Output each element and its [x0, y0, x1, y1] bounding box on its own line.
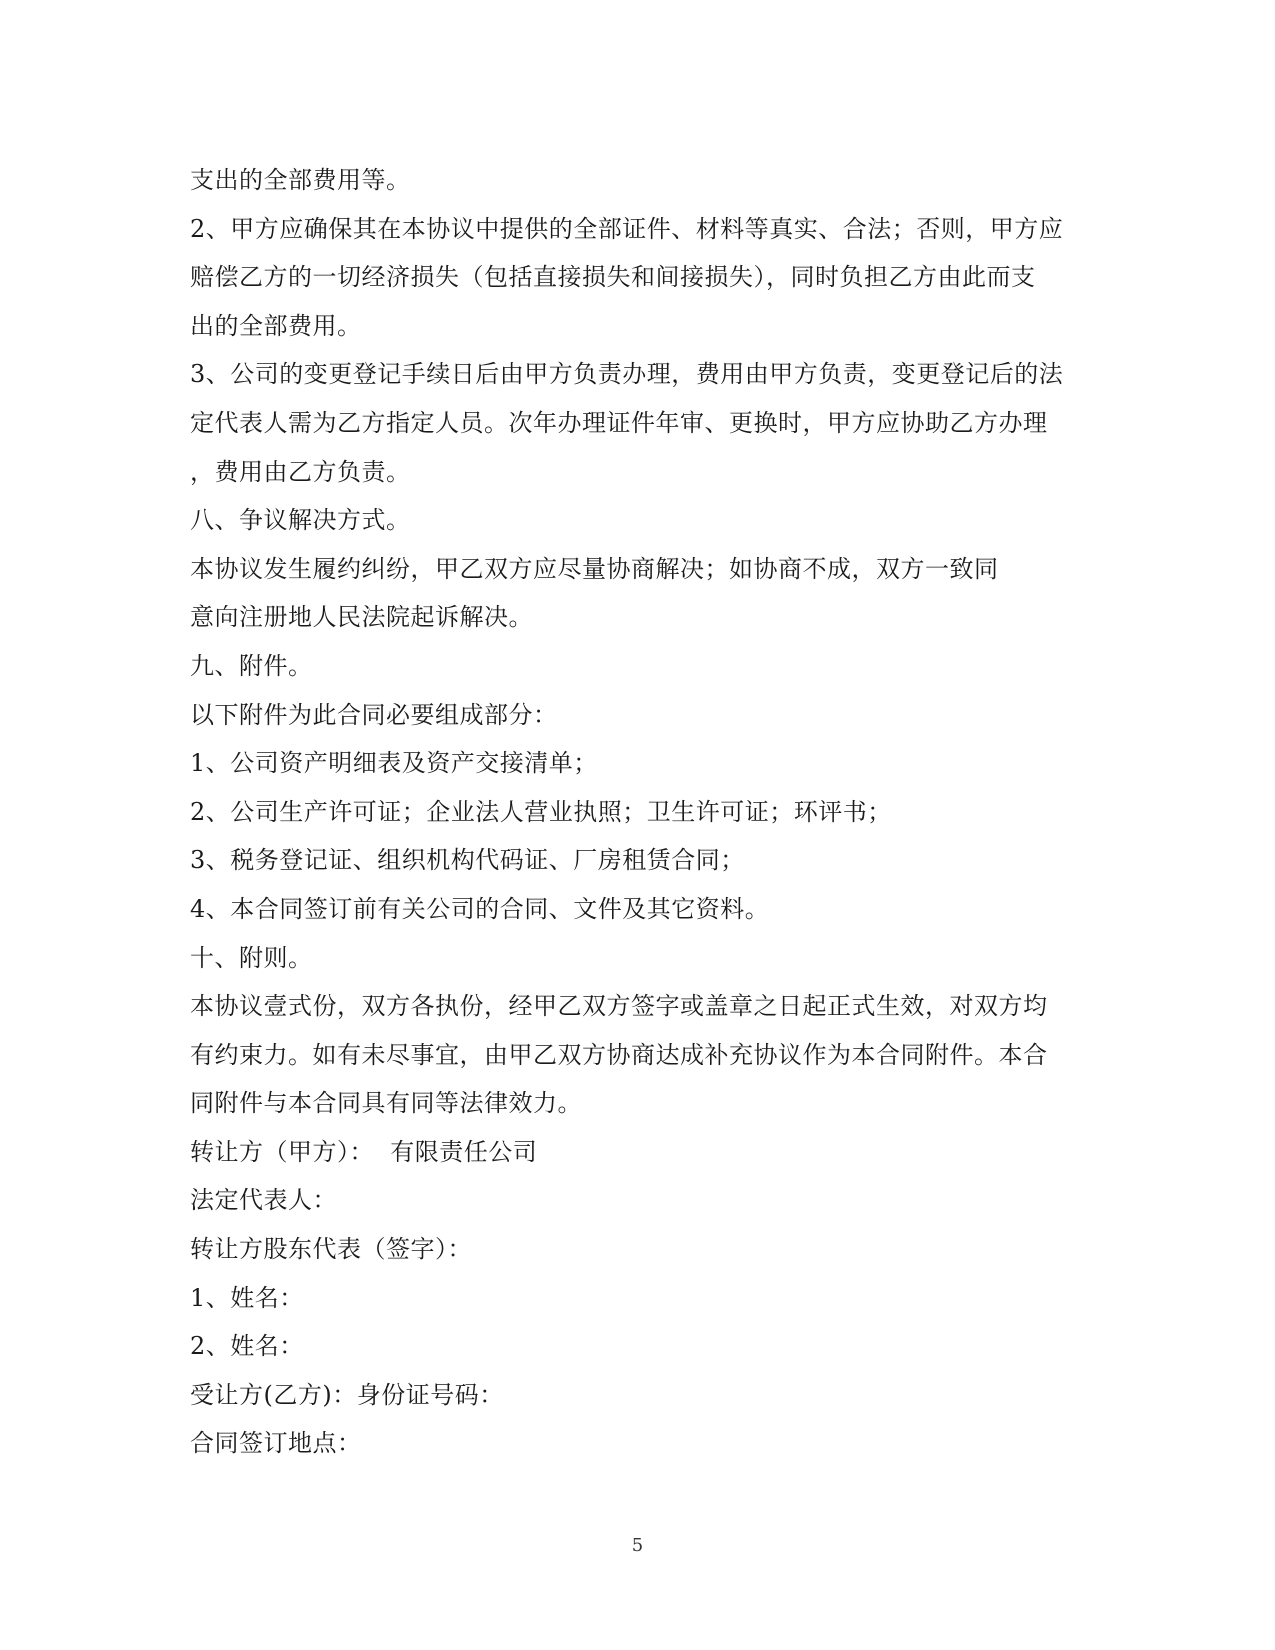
- text-line: 定代表人需为乙方指定人员。次年办理证件年审、更换时，甲方应协助乙方办理: [190, 408, 1048, 437]
- list-item: 4、本合同签订前有关公司的合同、文件及其它资料。: [190, 894, 770, 923]
- signature-field: 法定代表人：: [190, 1186, 337, 1215]
- list-item: 2、公司生产许可证；企业法人营业执照；卫生许可证；环评书；: [190, 797, 892, 826]
- text-line: 本协议发生履约纠纷，甲乙双方应尽量协商解决；如协商不成，双方一致同: [190, 554, 999, 583]
- text-line: 有约束力。如有未尽事宜，由甲乙双方协商达成补充协议作为本合同附件。本合: [190, 1040, 1048, 1069]
- signature-field: 受让方(乙方)：身份证号码：: [190, 1380, 504, 1409]
- text-line: 出的全部费用。: [190, 311, 362, 340]
- text-line: 以下附件为此合同必要组成部分：: [190, 700, 558, 729]
- section-heading: 九、附件。: [190, 651, 313, 680]
- signature-field: 转让方股东代表（签字）：: [190, 1235, 472, 1264]
- signature-field: 1、姓名：: [190, 1283, 304, 1312]
- text-line: 本协议壹式份，双方各执份，经甲乙双方签字或盖章之日起正式生效，对双方均: [190, 992, 1048, 1021]
- signature-field: 合同签订地点：: [190, 1429, 362, 1458]
- list-item: 3、税务登记证、组织机构代码证、厂房租赁合同；: [190, 846, 745, 875]
- text-line: 意向注册地人民法院起诉解决。: [190, 603, 533, 632]
- section-heading: 十、附则。: [190, 943, 313, 972]
- text-line: ，费用由乙方负责。: [190, 457, 411, 486]
- section-heading: 八、争议解决方式。: [190, 506, 411, 535]
- text-line: 3、公司的变更登记手续日后由甲方负责办理，费用由甲方负责，变更登记后的法: [190, 360, 1064, 389]
- text-line: 支出的全部费用等。: [190, 166, 411, 194]
- signature-field: 转让方（甲方）： 有限责任公司: [190, 1137, 538, 1166]
- text-line: 赔偿乙方的一切经济损失（包括直接损失和间接损失），同时负担乙方由此而支: [190, 263, 1036, 292]
- document-body: [190, 156, 1090, 1468]
- signature-field: 2、姓名：: [190, 1332, 304, 1361]
- text-line: 2、甲方应确保其在本协议中提供的全部证件、材料等真实、合法；否则，甲方应: [190, 214, 1064, 243]
- page-number: 5: [631, 1535, 644, 1556]
- text-line: 同附件与本合同具有同等法律效力。: [190, 1089, 582, 1118]
- list-item: 1、公司资产明细表及资产交接清单；: [190, 749, 598, 778]
